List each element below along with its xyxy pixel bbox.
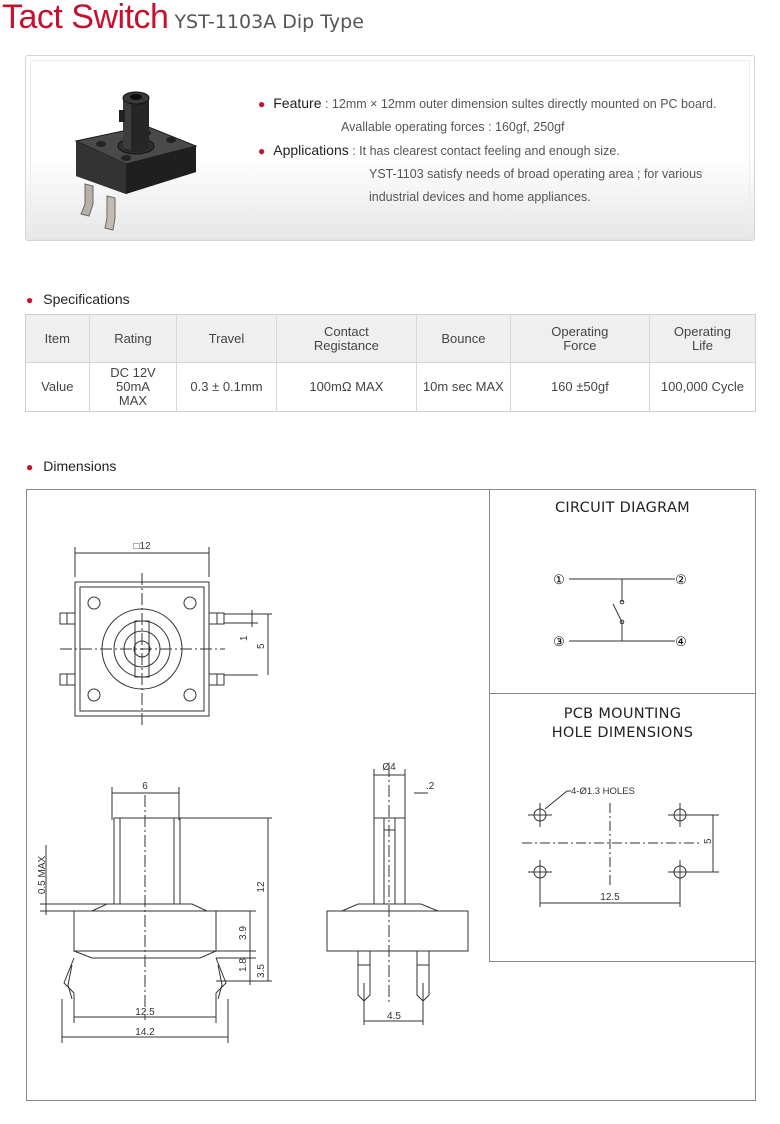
circuit-diagram-title: CIRCUIT DIAGRAM (555, 500, 690, 516)
pcb-dim-12-5: 12.5 (600, 892, 620, 903)
feature-label: Feature (273, 95, 322, 111)
dimensions-heading-text: Dimensions (43, 458, 117, 474)
table-cell: 100,000 Cycle (649, 363, 755, 412)
circuit-diagram (489, 560, 756, 660)
dim-3-5: 3.5 (256, 964, 267, 978)
bullet-icon: ● (26, 293, 34, 307)
top-dim-5: 5 (256, 643, 267, 649)
specifications-heading (26, 291, 130, 307)
feature-desc: : 12mm × 12mm outer dimension sultes directly mounted on PC board. (321, 97, 717, 111)
table-header-cell: Rating (89, 315, 177, 363)
applications-label: Applications (273, 142, 349, 158)
max-label: 0.5 MAX (37, 855, 48, 895)
pin-2-label: ② (675, 572, 687, 587)
pin-1-label: ① (553, 572, 565, 587)
diagram-divider (489, 693, 756, 694)
side-dim-4-5: 4.5 (387, 1011, 401, 1022)
feature-line-2: Avallable operating forces : 160gf, 250gf (341, 120, 565, 134)
table-row-label: Value (26, 363, 90, 412)
dimensions-heading (26, 458, 116, 474)
table-header-row (26, 315, 756, 363)
applications-line-3: industrial devices and home appliances. (369, 190, 591, 204)
pcb-title (489, 705, 756, 743)
feature-text (258, 92, 716, 209)
table-cell: 10m sec MAX (417, 363, 511, 412)
top-view-drawing (50, 535, 280, 725)
side-dim-2: .2 (426, 781, 435, 792)
front-view-drawing (32, 775, 282, 1045)
page-title (2, 0, 364, 37)
table-cell: 100mΩ MAX (276, 363, 416, 412)
table-header-cell: Bounce (417, 315, 511, 363)
top-dim-1: 1 (239, 635, 250, 641)
applications-line-2: YST-1103 satisfy needs of broad operating area ; for various (369, 167, 703, 181)
table-cell: 160 ±50gf (510, 363, 649, 412)
dim-3-9: 3.9 (238, 926, 249, 940)
bullet-icon: ● (258, 144, 266, 158)
title-main: Tact Switch (2, 0, 169, 36)
table-header-cell: Operating Force (510, 315, 649, 363)
side-view-drawing (318, 755, 478, 1025)
specifications-table (25, 314, 756, 412)
height-label: 12 (256, 881, 267, 893)
pin-3-label: ③ (553, 634, 565, 649)
table-cell: DC 12V 50mA MAX (89, 363, 177, 412)
tact-switch-photo (71, 76, 221, 236)
table-header-cell: Operating Life (649, 315, 755, 363)
applications-line (258, 139, 716, 163)
dim-14-2: 14.2 (135, 1027, 155, 1038)
pin-4-label: ④ (675, 634, 687, 649)
title-sub: YST-1103A Dip Type (174, 11, 364, 33)
stem-width-label: 6 (142, 781, 148, 792)
pcb-dim-5: 5 (703, 838, 714, 844)
table-header-cell: Contact Registance (276, 315, 416, 363)
specifications-heading-text: Specifications (43, 291, 130, 307)
dim-1-8: 1.8 (238, 958, 249, 972)
pcb-hole-diagram (489, 775, 756, 915)
pcb-title-line-1: PCB MOUNTING (563, 706, 682, 722)
bullet-icon: ● (26, 460, 34, 474)
table-row (26, 363, 756, 412)
applications-desc: : It has clearest contact feeling and enough size. (348, 144, 620, 158)
top-width-label: □12 (133, 541, 151, 552)
bullet-icon: ● (258, 97, 266, 111)
pcb-title-line-2: HOLE DIMENSIONS (551, 725, 694, 741)
table-header-cell: Travel (177, 315, 276, 363)
table-header-cell: Item (26, 315, 90, 363)
holes-label: 4-Ø1.3 HOLES (571, 786, 635, 797)
feature-panel (25, 55, 755, 241)
dim-12-5: 12.5 (135, 1007, 155, 1018)
table-cell: 0.3 ± 0.1mm (177, 363, 276, 412)
feature-line (258, 92, 716, 116)
diameter-label: Ø4 (382, 762, 396, 773)
